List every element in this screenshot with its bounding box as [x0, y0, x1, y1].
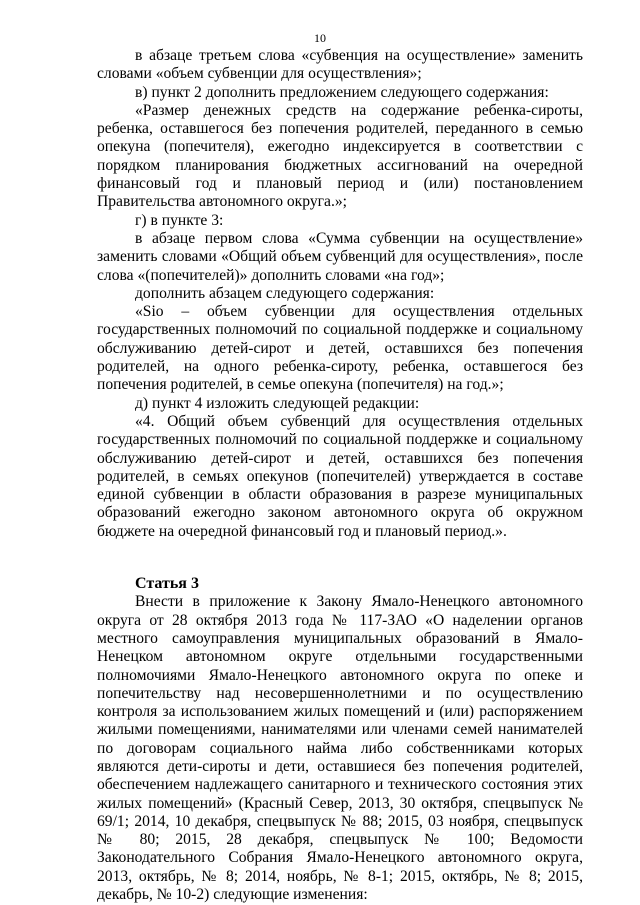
paragraph: д) пункт 4 изложить следующей редакции: — [135, 394, 420, 412]
document-body — [97, 47, 583, 904]
paragraph: «Sio – объем субвенции для осуществления отдельных государственных полномочий по социальной поддержке и социальному обслуживанию детей-сирот и детей, оставшихся без попечения родителей, на одного ребенка-сироту, ребенка, оставшегося без попечения родителей, в семье опекуна (попечителя) на год.»; — [97, 303, 583, 394]
paragraph: «Размер денежных средств на содержание ребенка-сироты, ребенка, оставшегося без попечения родителей, переданного в семью опекуна (попечителя), ежегодно индексируется в соответствии с порядком планирования бюджетных ассигнований на очередной финансовый год и плановый период и (или) постановлением Правительства автономного округа.»; — [97, 101, 583, 211]
paragraph: в абзаце третьем слова «субвенция на осуществление» заменить словами «объем субвенции для осуществления»; — [97, 47, 583, 83]
paragraph: в) пункт 2 дополнить предложением следующего содержания: — [135, 83, 549, 101]
paragraph: дополнить абзацем следующего содержания: — [135, 284, 435, 302]
paragraph: г) в пункте 3: — [135, 211, 224, 229]
paragraph: «4. Общий объем субвенций для осуществления отдельных государственных полномочий по социальной поддержке и социальному обслуживанию детей-сирот и детей, оставшихся без попечения родителей, в семьях опекунов (попечителей) утверждается в составе единой субвенции в области образования в разрезе муниципальных образований ежегодно законом автономного округа об окружном бюджете на очередной финансовый год и плановый период.». — [97, 412, 583, 540]
paragraph: в абзаце первом слова «Сумма субвенции на осуществление» заменить словами «Общий объем субвенций для осуществления», после слова «(попечителей)» дополнить словами «на год»; — [97, 229, 583, 284]
page-number: 10 — [314, 31, 326, 45]
article-text: Внести в приложение к Закону Ямало-Ненецкого автономного округа от 28 октября 2013 года № 117-ЗАО «О наделении органов местного самоуправления муниципальных образований в Ямало-Ненецком автономном округе отдельными государственными полномочиями Ямало-Ненецкого автономного округа по опеке и попечительству над несовершеннолетними и по осуществлению контроля за использованием жилых помещений и (или) распоряжением жилыми помещениями, нанимателями или членами семей нанимателей по договорам социального найма либо собственниками которых являются дети-сироты и дети, оставшиеся без попечения родителей, обеспечением надлежащего санитарного и технического состояния этих жилых помещений» (Красный Север, 2013, 30 октября, спецвыпуск № 69/1; 2014, 10 декабря, спецвыпуск № 88; 2015, 03 ноября, спецвыпуск № 80; 2015, 28 декабря, спецвыпуск № 100; Ведомости Законодательного Собрания Ямало-Ненецкого автономного округа, 2013, октябрь, № 8; 2014, ноябрь, № 8-1; 2015, октябрь, № 8; 2015, декабрь, № 10-2) следующие изменения: — [97, 593, 583, 904]
article-heading: Статья 3 — [135, 575, 199, 593]
